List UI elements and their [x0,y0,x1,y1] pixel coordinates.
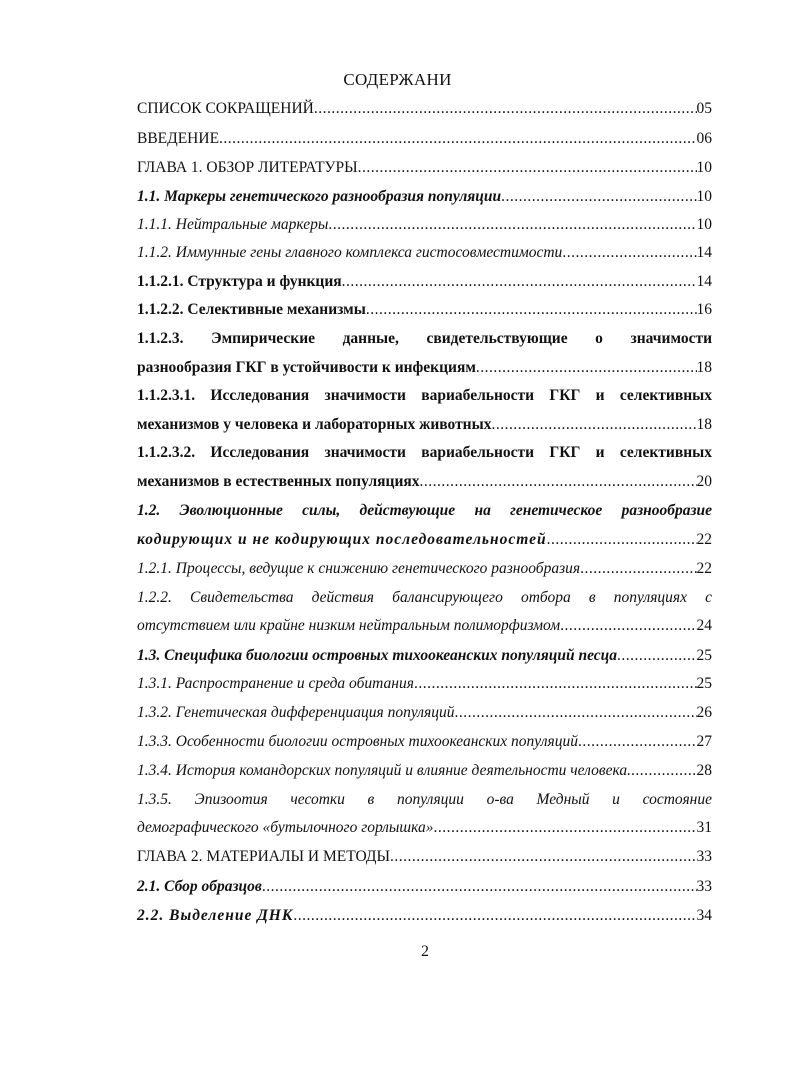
toc-entry-1-2[interactable] [137,529,712,551]
toc-page: 10 [696,188,712,205]
toc-entry-text: 1.1.1. Нейтральные маркеры [137,216,329,233]
toc-page: 33 [696,848,712,865]
toc-entry-1-1-2-3-1-line1[interactable]: 1.1.2.3.1. Исследования значимости вариабельности ГКГ и селективных [137,387,712,404]
toc-entry-text: ГЛАВА 1. ОБЗОР ЛИТЕРАТУРЫ [137,159,358,176]
toc-page: 14 [696,273,712,290]
toc-entry-1-1-2-3-2-line1[interactable]: 1.1.2.3.2. Исследования значимости вариабельности ГКГ и селективных [137,444,712,461]
toc-entry-1-2-line1[interactable]: 1.2. Эволюционные силы, действующие на генетическое разнообразие [137,502,712,519]
toc-entry-text: механизмов в естественных популяциях [137,473,420,490]
toc-leader [562,242,696,264]
toc-leader [293,905,696,927]
toc-entry-text: отсутствием или крайне низким нейтральным полиморфизмом [137,617,561,634]
toc-entry-2-1[interactable] [137,876,712,898]
page-title: СОДЕРЖАНИ [343,70,452,89]
toc-entry-2-2[interactable] [137,905,712,927]
toc-leader [560,615,696,637]
toc-page: 18 [696,416,712,433]
toc-page: 16 [696,301,712,318]
toc-entry-1-2-1[interactable] [137,558,712,580]
toc-leader [434,817,697,839]
toc-entry-text: разнообразия ГКГ в устойчивости к инфекциям [137,359,476,376]
toc-leader [328,214,696,236]
toc-entry-1-2-2-line1[interactable]: 1.2.2. Свидетельства действия балансирующего отбора в популяциях с [137,589,712,606]
toc-entry-abbreviations[interactable] [137,98,712,120]
toc-page: 20 [696,473,712,490]
toc-entry-text: 1.3.3. Особенности биологии островных тихоокеанских популяций [137,733,578,750]
toc-entry-1-3-5-line1[interactable]: 1.3.5. Эпизоотия чесотки в популяции о-ва Медный и состояние [137,791,712,808]
toc-page: 26 [696,704,712,721]
toc-leader [366,299,697,321]
toc-page: 31 [696,819,712,836]
toc-leader [390,846,697,868]
toc-entry-1-1-2-2[interactable] [137,299,712,321]
toc-page: 27 [696,733,712,750]
toc-page: 28 [696,762,712,779]
toc-entry-text: 2.1. Сбор образцов [137,878,262,895]
toc-page: 22 [696,560,712,577]
toc-leader [476,357,697,379]
toc-page: 34 [696,907,712,924]
toc-leader [414,673,697,695]
toc-entry-text: 1.3.1. Распространение и среда обитания [137,675,414,692]
toc-entry-chapter-2[interactable] [137,846,712,868]
toc-entry-1-1-2-3-line1[interactable]: 1.1.2.3. Эмпирические данные, свидетельствующие о значимости [137,330,712,347]
toc-entry-1-1-1[interactable] [137,214,712,236]
toc-leader [314,98,697,120]
toc-entry-1-1-2-1[interactable] [137,271,712,293]
toc-entry-text: ГЛАВА 2. МАТЕРИАЛЫ И МЕТОДЫ [137,848,390,865]
toc-leader [420,471,697,493]
toc-entry-text: кодирующих и не кодирующих последовательностей [137,531,547,548]
toc-page: 14 [696,244,712,261]
toc-leader [501,186,696,208]
toc-entry-1-1-2-3-1[interactable] [137,414,712,436]
toc-entry-1-3-2[interactable] [137,702,712,724]
toc-entry-1-3-1[interactable] [137,673,712,695]
toc-leader [455,702,697,724]
toc-entry-introduction[interactable] [137,128,712,150]
toc-leader [342,271,697,293]
toc-entry-text: демографического «бутылочного горлышка» [137,819,434,836]
page-number: 2 [421,943,429,960]
toc-page: 06 [696,130,712,147]
toc-entry-text: 1.1.2. Иммунные гены главного комплекса гистосовместимости [137,244,563,261]
toc-page: 24 [696,617,712,634]
toc-entry-text: 1.3.4. История командорских популяций и влияние деятельности человека. [137,762,631,779]
toc-page: 10 [696,159,712,176]
toc-leader [358,157,697,179]
toc-entry-text: ВВЕДЕНИЕ [137,130,220,147]
toc-page: 33 [696,878,712,895]
toc-leader [219,128,696,150]
toc-leader [547,529,697,551]
toc-leader [262,876,697,898]
toc-entry-text: 1.1.2.1. Структура и функция [137,273,342,290]
toc-entry-text: 2.2. Выделение ДНК [137,907,294,924]
toc-entry-text: механизмов у человека и лабораторных животных [137,416,492,433]
toc-leader [617,645,697,667]
toc-entry-1-1[interactable] [137,186,712,208]
toc-page: 10 [696,216,712,233]
toc-entry-1-3[interactable] [137,645,712,667]
toc-leader [580,558,696,580]
toc-leader [578,731,697,753]
toc-leader [491,414,696,436]
toc-entry-1-1-2[interactable] [137,242,712,264]
toc-page: 18 [696,359,712,376]
toc-entry-chapter-1[interactable] [137,157,712,179]
toc-entry-1-1-2-3-2[interactable] [137,471,712,493]
toc-page: 05 [696,100,712,117]
toc-entry-text: 1.3.2. Генетическая дифференциация популяций [137,704,455,721]
toc-page: 25 [696,647,712,664]
toc-entry-1-1-2-3[interactable] [137,357,712,379]
toc-page: 22 [696,531,712,548]
toc-entry-text: СПИСОК СОКРАЩЕНИЙ [137,100,314,117]
toc-page: 25 [696,675,712,692]
toc-leader [631,760,697,782]
toc-entry-1-3-4[interactable] [137,760,712,782]
toc-entry-text: 1.2.1. Процессы, ведущие к снижению генетического разнообразия [137,560,581,577]
toc-entry-1-3-3[interactable] [137,731,712,753]
toc-entry-1-3-5[interactable] [137,817,712,839]
toc-entry-text: 1.3. Специфика биологии островных тихоокеанских популяций песца [137,647,617,664]
toc-entry-text: 1.1. Маркеры генетического разнообразия популяции [137,188,502,205]
toc-entry-1-2-2[interactable] [137,615,712,637]
toc-entry-text: 1.1.2.2. Селективные механизмы [137,301,366,318]
